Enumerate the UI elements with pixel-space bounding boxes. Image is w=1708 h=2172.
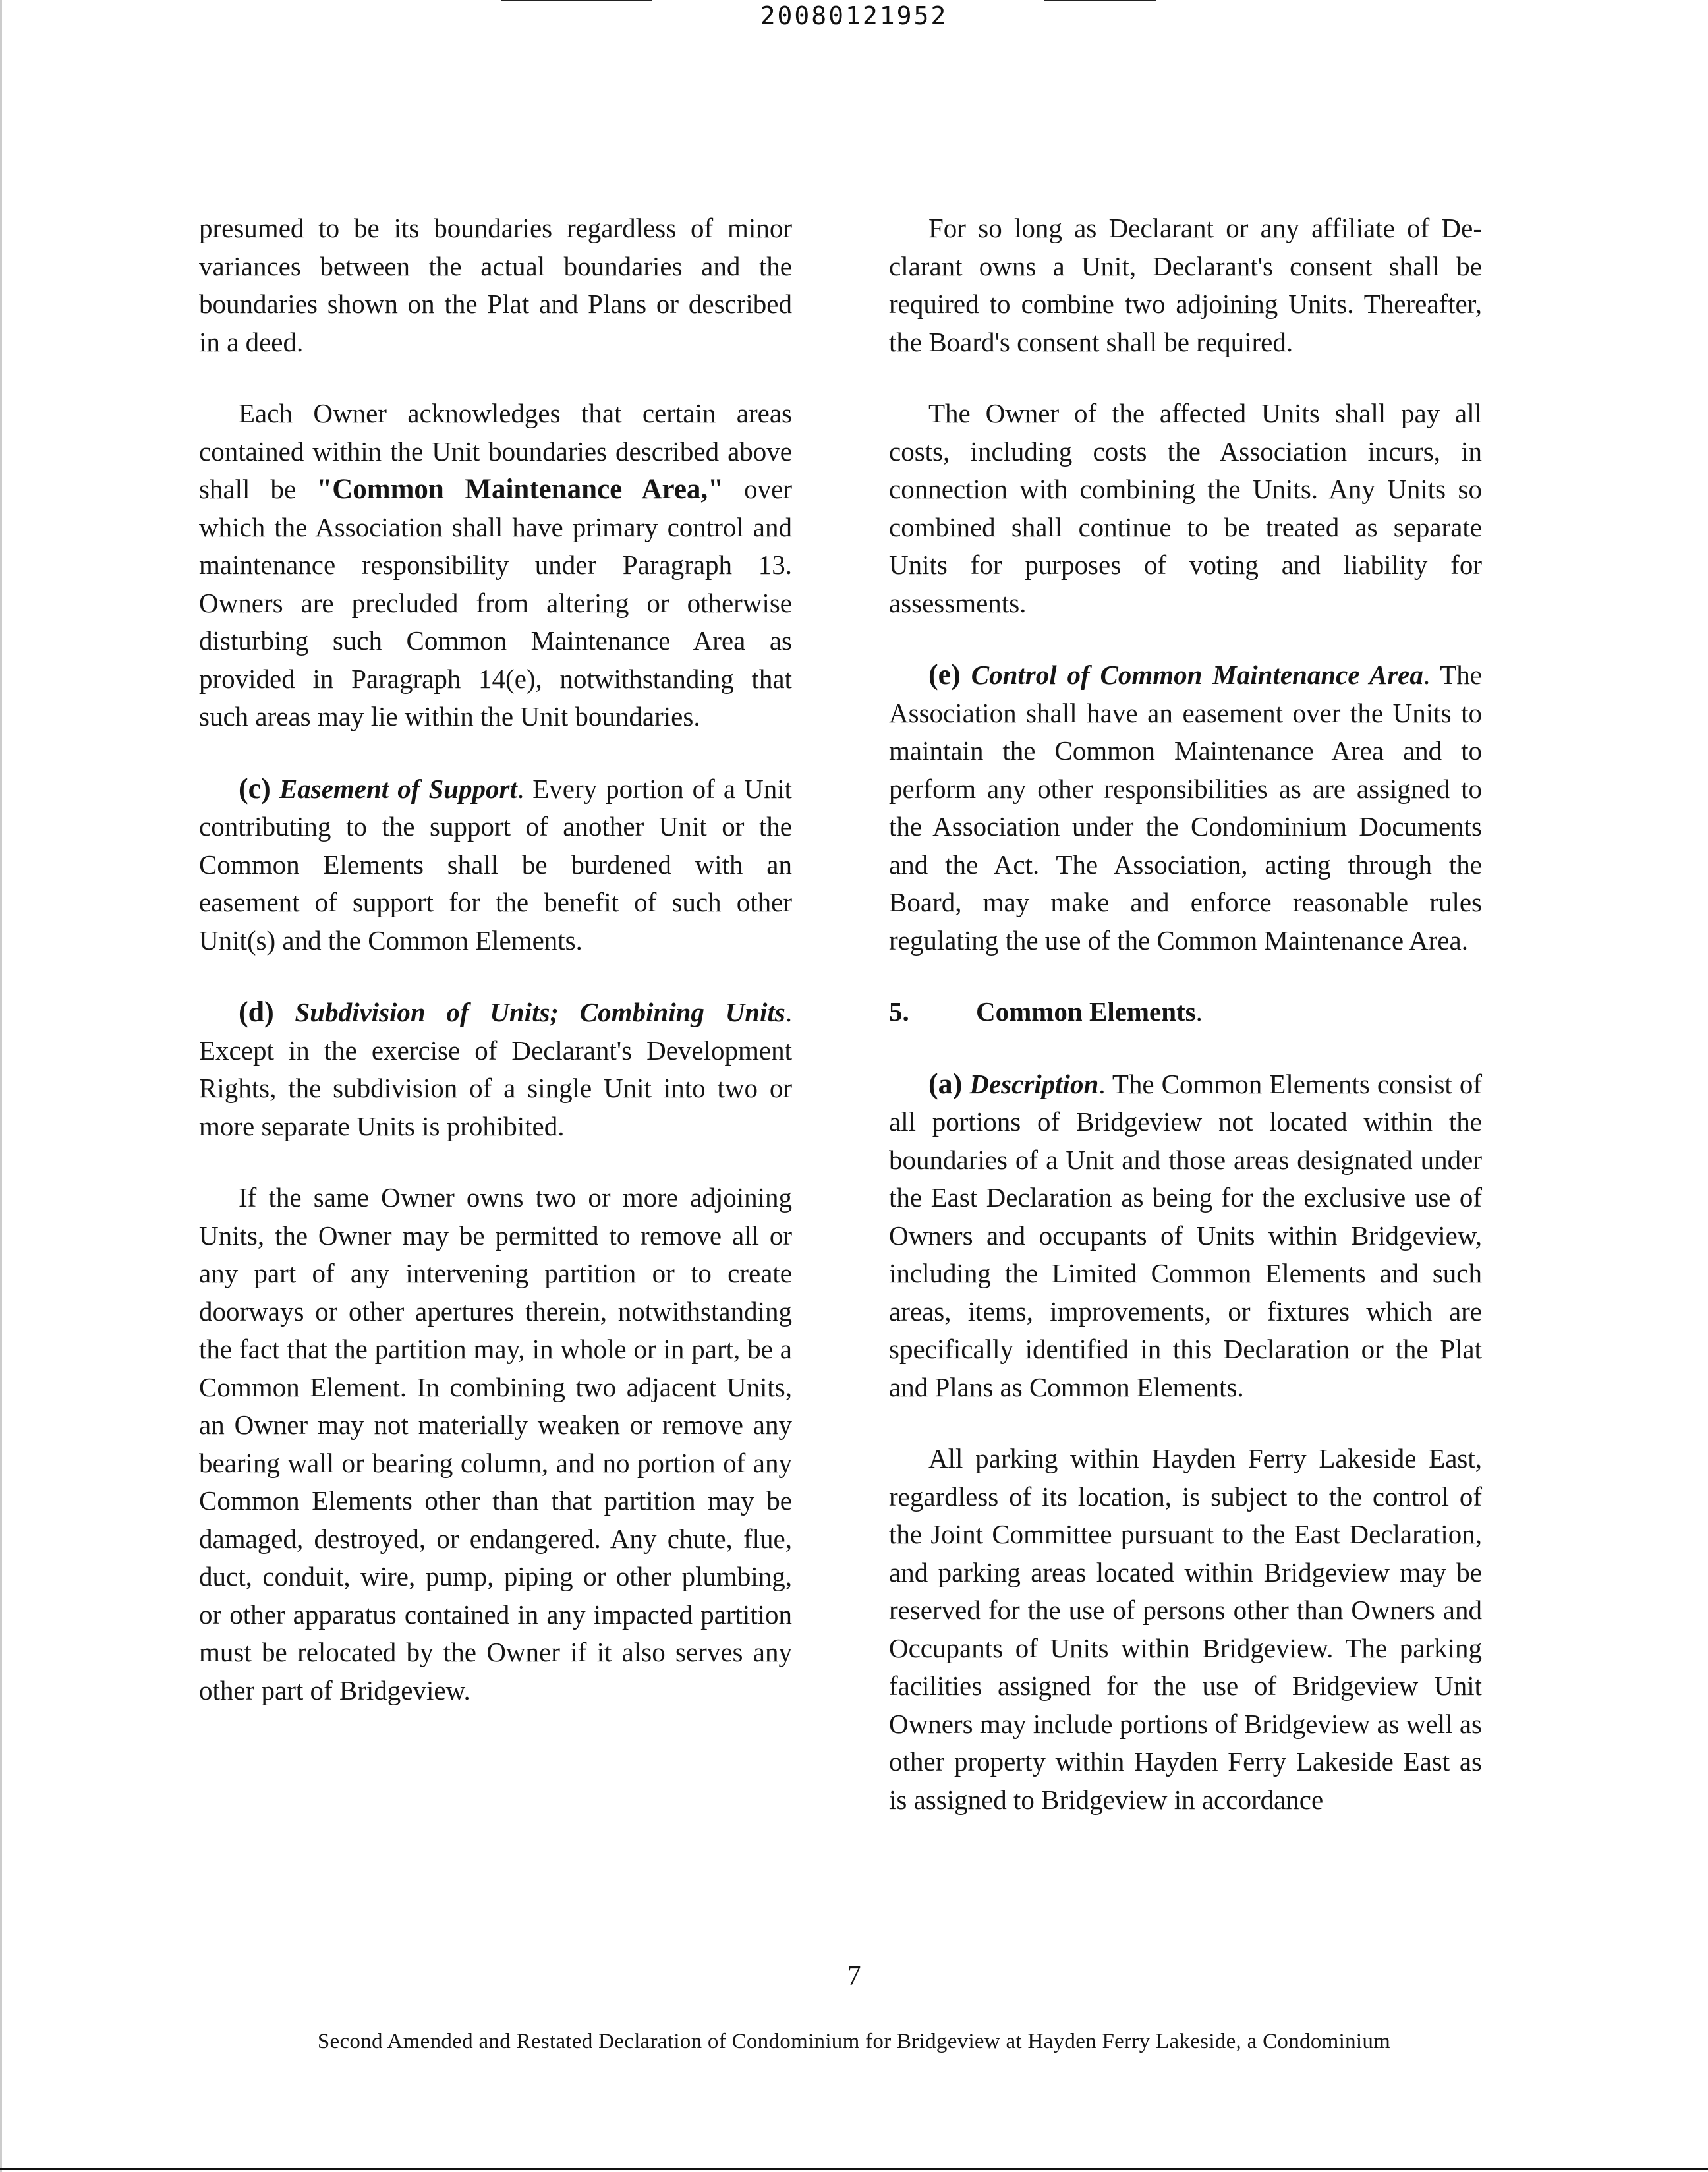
scan-left-edge [0, 0, 2, 2172]
right-column [889, 210, 1482, 1852]
footer-title: Second Amended and Restated Declaration of Condominium for Bridgeview at Hayden Ferry Lakeside, a Condominium [317, 2030, 1391, 2053]
subsection-label: (d) [239, 996, 274, 1028]
subsection-caption: Description [969, 1068, 1099, 1099]
left-column [199, 210, 792, 1743]
paragraph-control-of-maintenance-area: (e) Control of Common Maintenance Area. The Association shall have an easement over the Units to maintain the Common Maintenance Area and to perform any other responsibilities as are assigned to the Association under the Condominium Documents and the Act. The Association, acting through the Board, may make and enforce reasonable rules regulating the use of the Common Maintenance Area. [889, 658, 1482, 956]
paragraph-description: (a) Description. The Common Elements consist of all portions of Bridgeview not located within the boundaries of a Unit and those areas designated under the East Declaration as being for the exclusive use of Owners and occupants of Units within Bridgeview, including the Limited Common Elements and such areas, items, improvements, or fixtures which are specifically identified in this Declaration or the Plat and Plans as Common Elements. [889, 1067, 1482, 1402]
scan-bottom-edge [0, 2168, 1708, 2170]
paragraph-combining-costs: The Owner of the affected Units shall pay all costs, including costs the Association incurs, in connection with combining the Units. Any Units so combined shall continue to be treated as separate Units for purposes of voting and liability for assessments. [889, 398, 1482, 618]
paragraph-subdivision-of-units: (d) Subdivision of Units; Combining Units. Except in the exercise of Declarant's Development Rights, the subdivision of a single Unit into two or more separate Units is prohibited. [199, 996, 792, 1141]
subsection-caption: Subdivision of Units; Combining Units [295, 997, 785, 1027]
paragraph-common-maintenance-area: Each Owner acknowledges that certain areas contained within the Unit boundaries described above shall be "Common Maintenance Area," over which the Association shall have primary control and maintenance responsibility under Paragraph 13. Owners are precluded from altering or otherwise disturbing such Common Maintenance Area as provided in Paragraph 14(e), notwithstanding that such areas may lie within the Unit boundaries. [199, 398, 792, 731]
subsection-label: (e) [928, 658, 961, 691]
paragraph-combining-units: If the same Owner owns two or more adjoining Units, the Owner may be permitted to remove all or any part of any intervening partition or to create doorways or other apertures therein, notwithstanding the fact that the partition may, in whole or in part, be a Common Element. In combining two adjacent Units, an Owner may not materially weaken or remove any bearing wall or bearing column, and no portion of any Common Elements other than that partition may be damaged, destroyed, or endangered. Any chute, flue, duct, conduit, wire, pump, piping or other plumbing, or other apparatus contained in any impacted partition must be relocated by the Owner if it also serves any other part of Bridgeview. [199, 1182, 792, 1705]
subsection-caption: Control of Common Maintenance Area [971, 660, 1423, 690]
section-heading: 5. Common Elements. [889, 993, 1482, 1031]
subsection-label: (a) [928, 1067, 963, 1100]
subsection-caption: Easement of Support [279, 773, 517, 804]
defined-term: "Common Maintenance Area," [316, 474, 724, 505]
document-number: 20080121952 [760, 1, 948, 30]
paragraph-boundaries: presumed to be its boundaries regardless of minor variances between the actual boundaries and the boundaries shown on the Plat and Plans or described in a deed. [199, 213, 792, 357]
section-number: 5. [889, 996, 909, 1027]
section-title: Common Elements [976, 996, 1196, 1027]
page-number: 7 [847, 1961, 861, 1991]
subsection-label: (c) [239, 772, 271, 805]
paragraph-declarant-consent: For so long as Declarant or any affiliate of Declarant owns a Unit, Declarant's consent shall be required to combine two adjoining Units. Thereafter, the Board's consent shall be required. [889, 213, 1482, 357]
paragraph-parking: All parking within Hayden Ferry Lakeside East, regardless of its location, is subject to the control of the Joint Committee pursuant to the East Declaration, and parking areas located within Bridgeview may be reserved for the use of persons other than Owners and Occupants of Units within Bridgeview. The parking facilities assigned for the use of Bridgeview Unit Owners may include portions of Bridgeview as well as other property within Hayden Ferry Lakeside East as is assigned to Bridgeview in accordance [889, 1443, 1482, 1815]
paragraph-easement-of-support: (c) Easement of Support. Every portion of a Unit contributing to the support of another Unit or the Common Elements shall be burdened with an easement of support for the benefit of such other Unit(s) and the Common Elements. [199, 772, 793, 956]
